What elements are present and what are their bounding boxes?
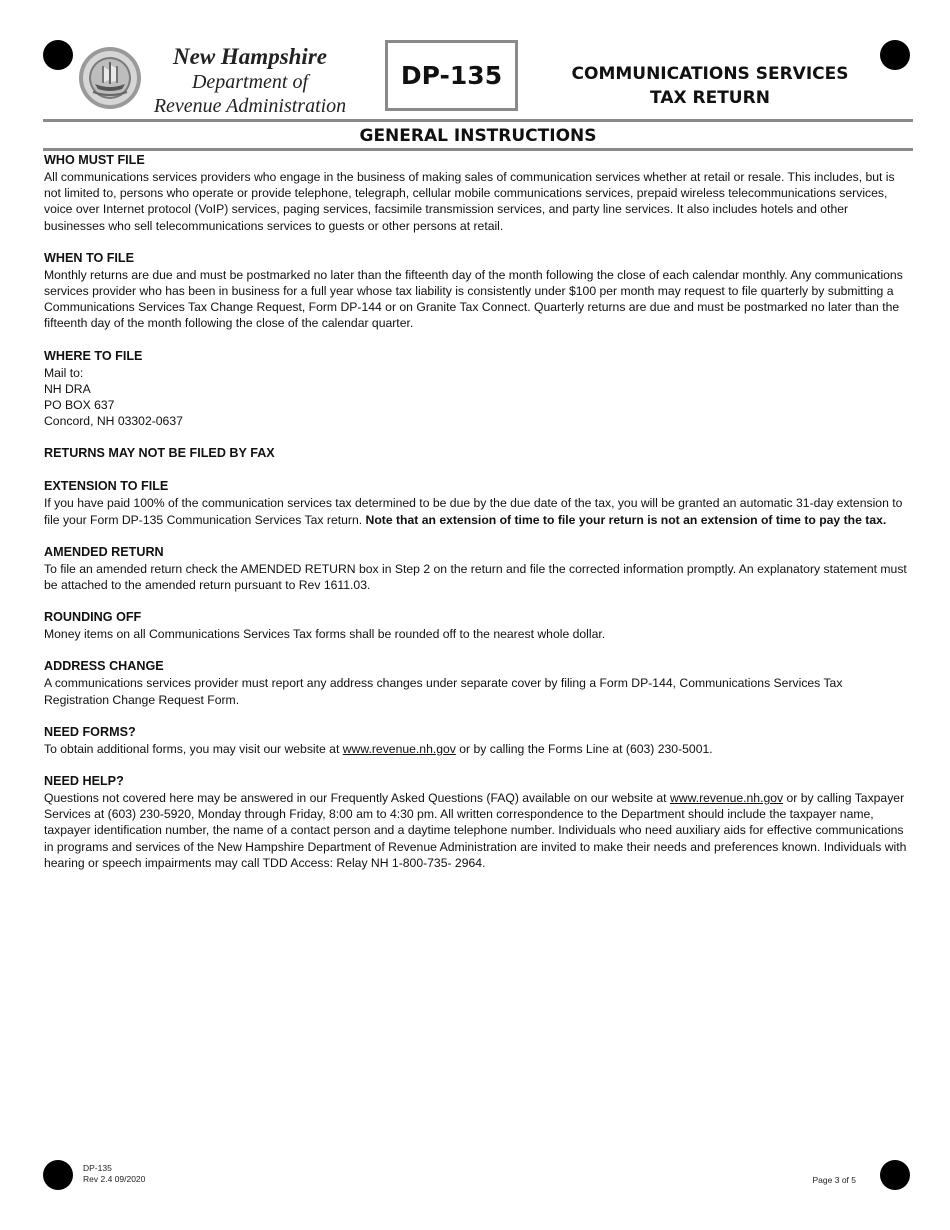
fax-notice-section xyxy=(44,445,908,462)
mail-to-label: Mail to: xyxy=(44,365,84,380)
section-text: All communications services providers who engage in the business of making sales of communication services whether at retail or resale. This includes, but is not limited to, persons who operate or provide telephone, telegraph, cellular mobile communications services, prepaid wireless telecommunications services, voice over Internet protocol (VoIP) services, paging services, facsimile transmission services, and party line services. It also includes hotels and other businesses who sell telecommunications services to guests or other persons at retail. xyxy=(44,170,895,233)
form-title-line-1: COMMUNICATIONS SERVICES xyxy=(571,64,849,84)
website-link[interactable]: www.revenue.nh.gov xyxy=(342,741,456,756)
registration-dot-icon xyxy=(880,1160,910,1190)
section-title: GENERAL INSTRUCTIONS xyxy=(359,126,597,146)
form-number: DP-135 xyxy=(400,61,503,90)
section-text xyxy=(44,741,908,757)
section-heading: NEED HELP? xyxy=(44,774,124,789)
address-change-section xyxy=(44,658,908,707)
state-seal-icon xyxy=(78,46,142,110)
extension-text: If you have paid 100% of the communication services tax determined to be due by the due date of the tax, you will be granted an automatic 31-day extension to file your Form DP-135 Communication Services Tax return. xyxy=(44,496,903,527)
section-heading: WHEN TO FILE xyxy=(44,250,135,265)
section-text xyxy=(44,790,908,871)
forms-text-before: To obtain additional forms, you may visit our website at xyxy=(44,741,343,756)
website-link[interactable]: www.revenue.nh.gov xyxy=(669,791,784,806)
section-text xyxy=(44,495,908,527)
section-heading: ADDRESS CHANGE xyxy=(44,659,164,674)
footer-revision: Rev 2.4 09/2020 xyxy=(83,1174,146,1184)
help-text-after: or by calling Taxpayer Services at (603) 230-5920, Monday through Friday, 8:00 am to 4:30 pm. All written correspondence to the Department should include the taxpayer name, taxpayer identification number, the name of a contact person and a daytime telephone number. Individuals who need auxiliary aids for effective communications in programs and services of the New Hampshire Department of Revenue Administration are invited to make their needs and preferences known. Individuals with hearing or speech impairments may call TDD Access: Relay NH 1-800-735- 2964. xyxy=(44,791,907,870)
section-heading: WHERE TO FILE xyxy=(44,348,143,363)
section-heading: ROUNDING OFF xyxy=(44,610,142,625)
registration-dot-icon xyxy=(880,40,910,70)
fax-notice: RETURNS MAY NOT BE FILED BY FAX xyxy=(44,446,275,461)
address-line: PO BOX 637 xyxy=(44,398,115,413)
footer-form-info xyxy=(83,1163,145,1185)
footer-form-number: DP-135 xyxy=(83,1163,112,1173)
address-line: NH DRA xyxy=(44,381,91,396)
section-heading: AMENDED RETURN xyxy=(44,544,164,559)
rounding-off-section xyxy=(44,609,908,642)
who-must-file-section xyxy=(44,152,908,234)
need-forms-section xyxy=(44,724,908,757)
need-help-section xyxy=(44,773,908,871)
page-number: Page 3 of 5 xyxy=(812,1175,856,1185)
extension-note: Note that an extension of time to file your return is not an extension of time to pay the tax. xyxy=(365,512,887,527)
form-title xyxy=(560,62,860,110)
section-text: Monthly returns are due and must be postmarked no later than the fifteenth day of the month following the close of each calendar monthly. Any communications services provider who has been in business for a full year whose tax liability is consistently under $100 per month may request to file quarterly by submitting a Communications Services Tax Change Request, Form DP-144 or on Granite Tax Connect. Quarterly returns are due and must be postmarked no later than the fifteenth day of the month following the close of the calendar quarter. xyxy=(44,267,903,331)
section-heading: EXTENSION TO FILE xyxy=(44,479,169,494)
agency-line-2: Department of xyxy=(191,71,309,93)
section-heading: NEED FORMS? xyxy=(44,724,136,739)
header-divider xyxy=(43,119,913,122)
amended-return-section xyxy=(44,544,908,593)
registration-dot-icon xyxy=(43,1160,73,1190)
agency-line-1: New Hampshire xyxy=(173,44,327,69)
form-title-line-2: TAX RETURN xyxy=(650,88,770,108)
address-line: Concord, NH 03302-0637 xyxy=(44,414,183,429)
agency-name xyxy=(140,44,360,118)
where-to-file-section xyxy=(44,348,908,430)
registration-dot-icon xyxy=(43,40,73,70)
section-heading: WHO MUST FILE xyxy=(44,153,145,167)
section-divider xyxy=(43,148,913,151)
help-text-before: Questions not covered here may be answered in our Frequently Asked Questions (FAQ) available on our website at xyxy=(44,791,670,806)
extension-section xyxy=(44,478,908,527)
when-to-file-section xyxy=(44,250,908,332)
forms-text-after: or by calling the Forms Line at (603) 230-5001. xyxy=(455,741,713,756)
instructions-body xyxy=(44,152,908,887)
agency-line-3: Revenue Administration xyxy=(153,95,347,117)
form-number-box xyxy=(385,40,518,111)
section-text: To file an amended return check the AMENDED RETURN box in Step 2 on the return and file the corrected information promptly. An explanatory statement must be attached to the amended return pursuant to Rev 1611.03. xyxy=(44,561,907,593)
section-text: A communications services provider must report any address changes under separate cover by filing a Form DP-144, Communications Services Tax Registration Change Request Form. xyxy=(44,676,843,707)
section-text: Money items on all Communications Services Tax forms shall be rounded off to the nearest whole dollar. xyxy=(44,627,606,642)
